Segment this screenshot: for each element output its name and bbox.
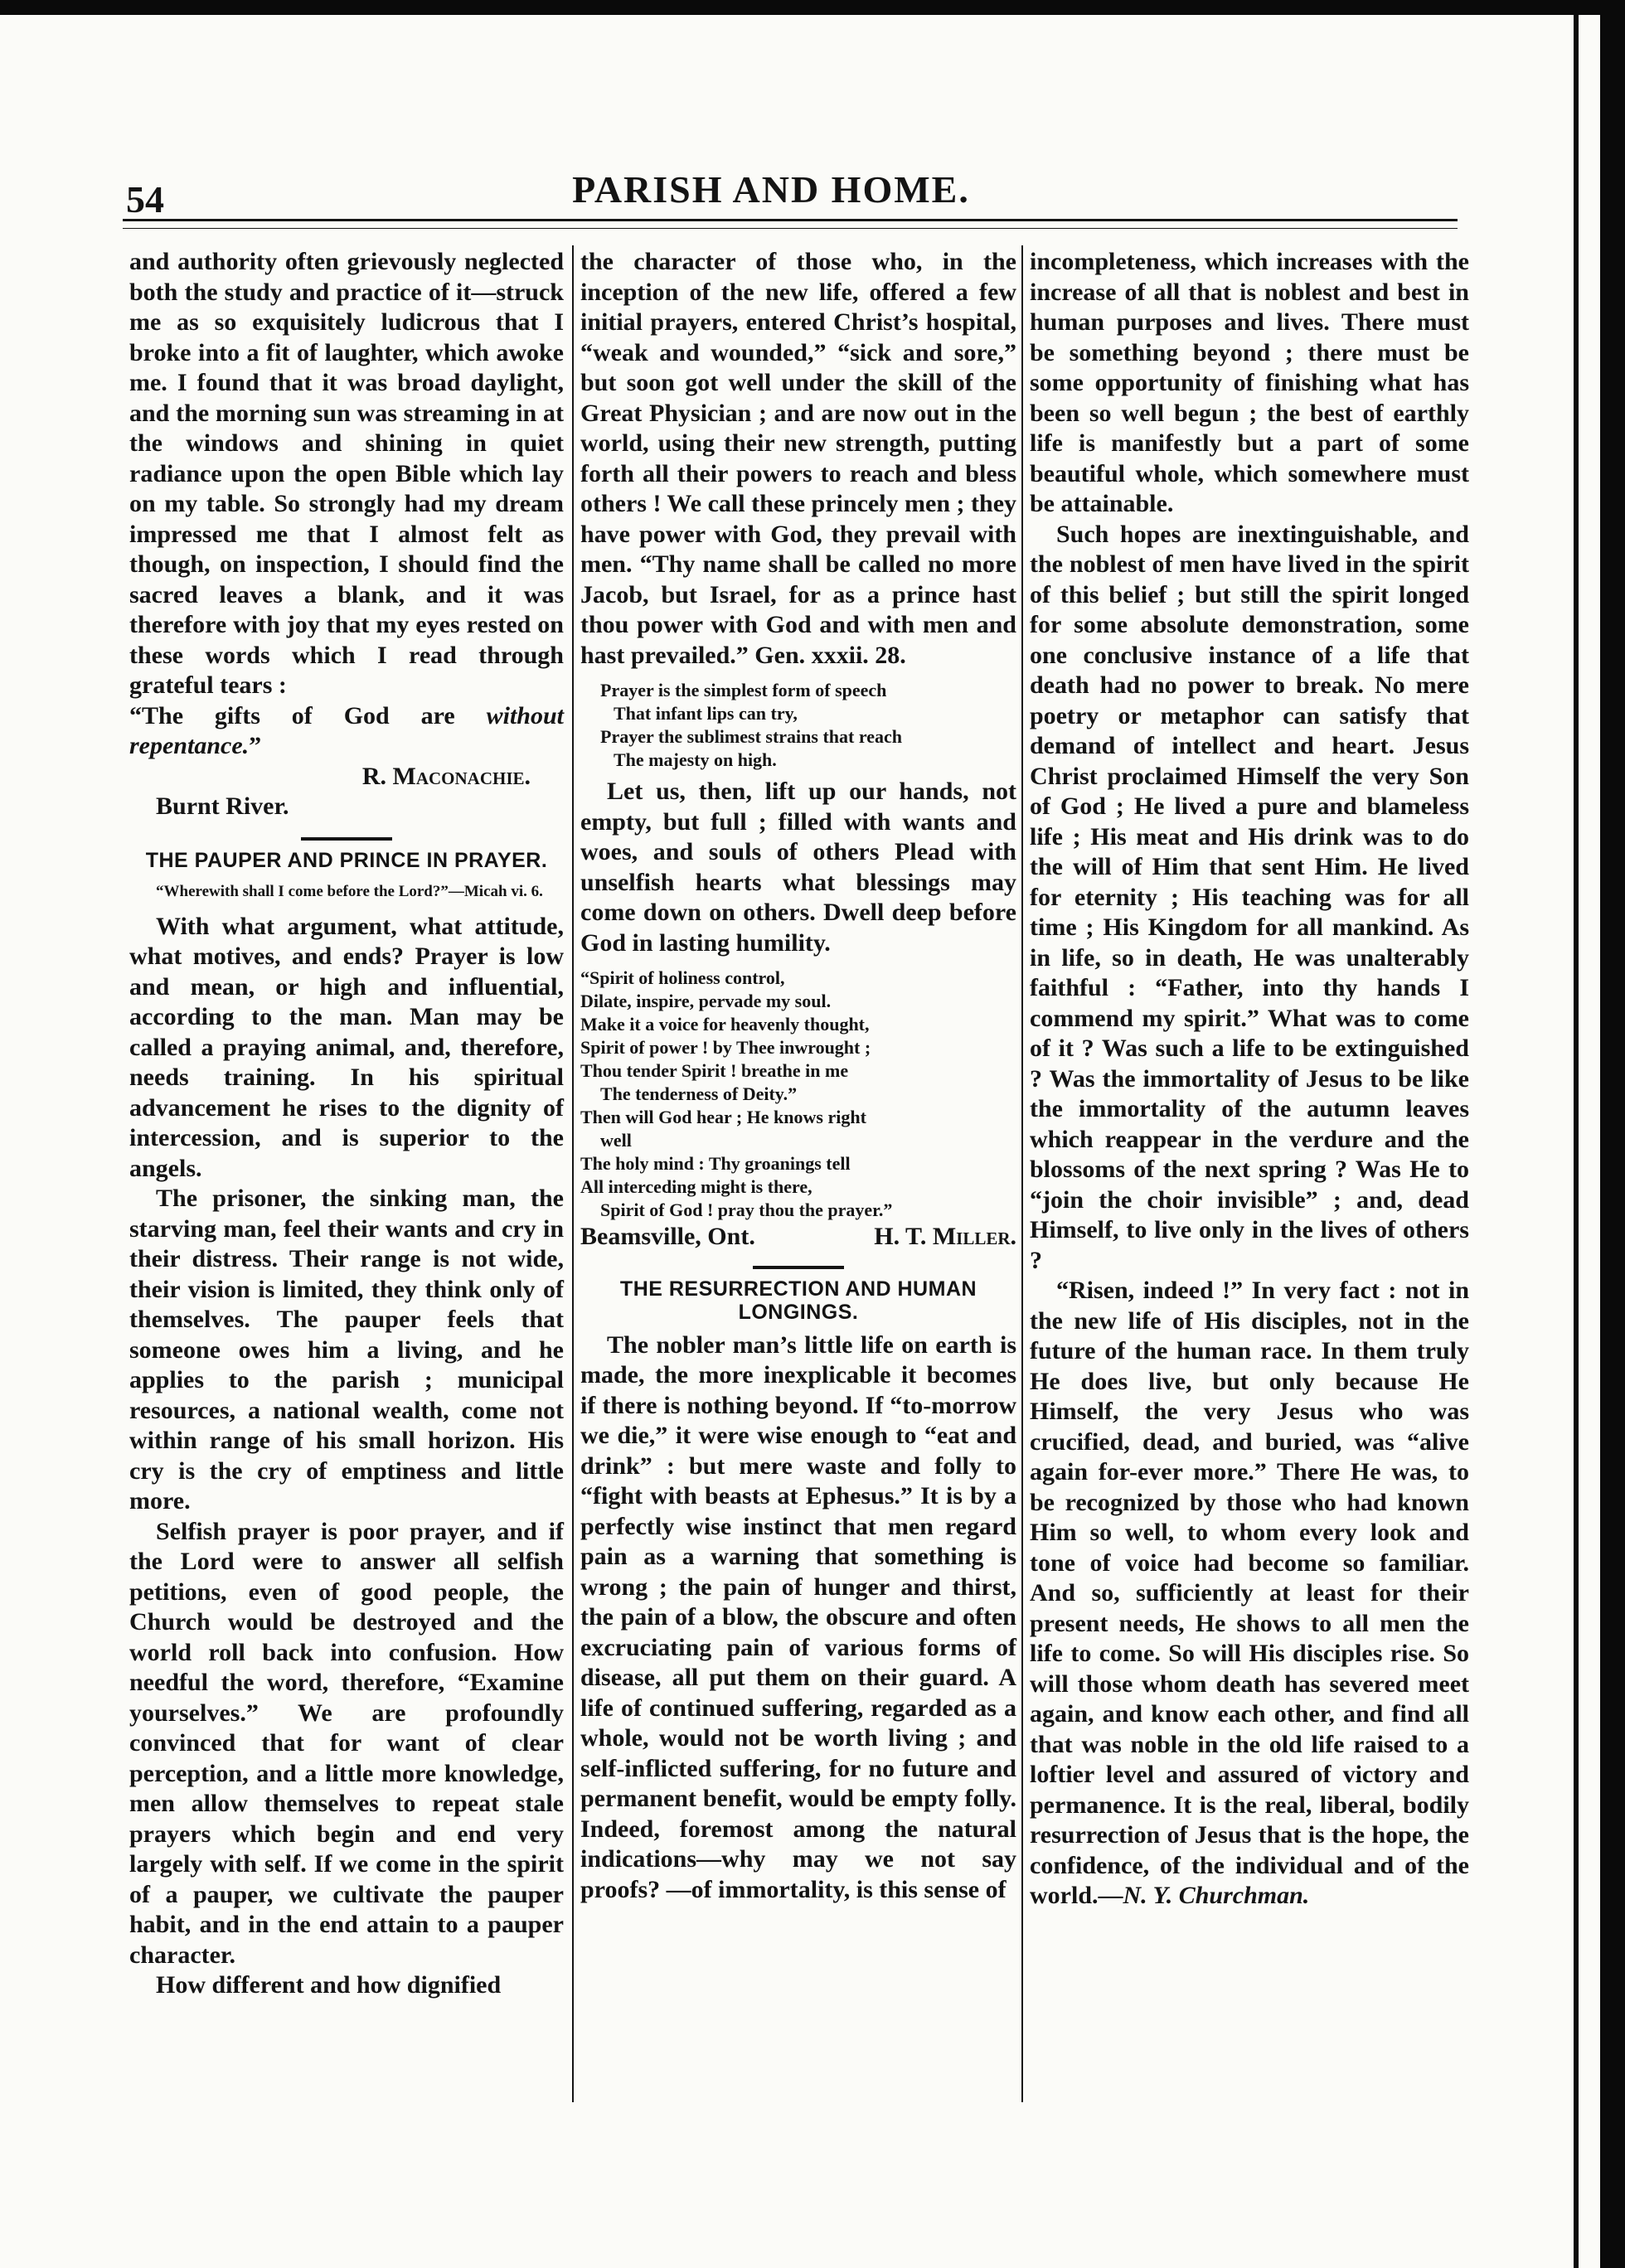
verse-line: All interceding might is there,: [580, 1176, 812, 1197]
paragraph: Such hopes are inextinguishable, and the noblest of men have lived in the spirit of this belief ; but still the spirit longed for some absolute demonstration, some one conclusive instance of a life that death had no power to break. No mere poetry or metaphor can satisfy that demand of intellect and heart. Jesus Christ proclaimed Himself the very Son of God ; He lived a pure and blameless life ; His meat and His drink was to do the will of Him that sent Him. He lived for eternity ; His teaching was for all time ; His Kingdom for all mankind. As in life, so in death, He was unalterably faithful : “Father, into thy hands I commend my spirit.” What was to come of it ? Was such a life to be extinguished ? Was the immortality of Jesus to be like the immortality of the autumn leaves which reappear in the verdure and the blossoms of the next spring ? Was He to “join the choir invisible” ; and, dead Himself, to live only in the lives of others ?: [1030, 520, 1469, 1274]
paragraph: The prisoner, the sinking man, the starving man, feel their wants and cry in their distress. Their range is not wide, their vision is limited, they think only of themselves. The pauper feels that someone owes him a living, and he applies to the parish ; municipal resources, a national wealth, come not within range of his small horizon. His cry is the cry of emptiness and little more.: [129, 1185, 564, 1514]
verse-line: Dilate, inspire, pervade my soul.: [580, 991, 832, 1011]
paragraph: [1030, 1276, 1469, 1912]
paragraph: The nobler man’s little life on earth is made, the more inexplicable it becomes if there is nothing beyond. If “to-morrow we die,” it were wise enough to “eat and drink” : but mere waste and folly to “fight with beasts at Ephesus.” It is by a perfectly wise instinct that men regard pain as a warning that something is wrong ; the pain of hunger and thirst, the pain of a blow, the obscure and often excruciating pain of various forms of disease, all put them on their guard. A life of continued suffering, regarded as a whole, would not be worth living ; and self-inflicted suffering, for no future and permanent benefit, would be empty folly. Indeed, foremost among the natural indications—why may we not say proofs? —of immortality, is this sense of: [580, 1330, 1016, 1903]
column-1: [129, 247, 564, 2001]
verse-line: Spirit of power ! by Thee inwrought ;: [580, 1037, 871, 1058]
author: H. T. Miller.: [874, 1223, 1016, 1250]
article-title: THE RESURRECTION AND HUMAN LONGINGS.: [619, 1277, 977, 1324]
verse-line: Prayer the sublimest strains that reach: [600, 726, 902, 747]
signature: [129, 762, 564, 792]
quote-text: “The gifts of God are: [129, 701, 487, 729]
quote-close: ”: [249, 732, 262, 759]
paragraph: How different and how dignified: [156, 1971, 502, 1999]
paragraph-text: “Risen, indeed !” In very fact : not in the new life of His disciples, not in the future of the human race. In them truly He does live, but only because He Himself, the very Jesus who was crucified, dead, and buried, was “alive again for-ever more.” There He was, to be recognized by those who had known Him so well, to whom every look and tone of voice had become so familiar. And so, sufficiently at least for their present needs, He shows to all men the life to come. So will His disciples rise. So will those whom death has severed meet again, and know each other, and find all that was noble in the old life raised to a loftier level and assured of victory and permanence. It is the real, liberal, bodily resurrection of Jesus that is the hope, the confidence, of the individual and of the world.—: [1030, 1277, 1469, 1909]
author: R. Maconachie.: [361, 762, 531, 790]
epigraph: “Wherewith shall I come before the Lord?”—Micah vi. 6.: [156, 882, 543, 900]
verse-line: Then will God hear ; He knows right: [580, 1107, 866, 1127]
paragraph: With what argument, what attitude, what motives, and ends? Prayer is low and mean, or high and influential, according to the man. Man may be called a praying animal, and, therefore, needs training. In his spiritual advancement he rises to the dignity of intercession, and is superior to the angels.: [129, 912, 564, 1182]
verse-line: The tenderness of Deity.”: [600, 1083, 798, 1104]
paragraph: the character of those who, in the inception of the new life, offered a few initial prayers, entered Christ’s hospital, “weak and wounded,” “sick and sore,” but soon got well under the skill of the Great Physician ; and are now out in the world, using their new strength, putting forth all their powers to reach and bless others ! We call these princely men ; they have power with God, they prevail with men. “Thy name shall be called no more Jacob, but Israel, for as a prince hast thou power with God and with men and hast prevailed.” Gen. xxxii. 28.: [580, 248, 1017, 669]
scan-binding-line: [1574, 0, 1579, 2268]
source: N. Y. Churchman.: [1123, 1882, 1310, 1909]
page-number: 54: [126, 178, 164, 220]
verse-line: The holy mind : Thy groanings tell: [580, 1153, 851, 1174]
scan-top-edge: [0, 0, 1625, 15]
quote: [129, 701, 564, 762]
header-rule: [123, 219, 1458, 229]
column-3: [1030, 247, 1469, 1912]
verse-line: Thou tender Spirit ! breathe in me: [580, 1060, 849, 1081]
verse-line: That infant lips can try,: [614, 703, 798, 724]
verse-line: Make it a voice for heavenly thought,: [580, 1014, 870, 1035]
place: [129, 792, 564, 822]
running-title: PARISH AND HOME.: [572, 168, 970, 211]
paragraph: and authority often grievously neglected both the study and practice of it—struck me as so exquisitely ludicrous that I broke into a fit of laughter, which awoke me. I found that it was broad daylight, and the morning sun was streaming in at the windows and shining in quiet radiance upon the open Bible which lay on my table. So strongly had my dream impressed me that I almost felt as though, on inspection, I should find the sacred leaves a blank, and it was therefore with joy that my eyes rested on these words which I read through grateful tears :: [129, 248, 564, 699]
paragraph: incompleteness, which increases with the increase of all that is noblest and best in human purposes and lives. There must be something beyond ; there must be some opportunity of finishing what has been so well begun ; the best of earthly life is manifestly but a part of some beautiful whole, which somewhere must be attainable.: [1030, 248, 1469, 517]
verse-line: Spirit of God ! pray thou the prayer.”: [600, 1199, 893, 1220]
paragraph: Let us, then, lift up our hands, not empty, but full ; filled with wants and woes, and souls of others Plead with unselfish hearts what blessings may come down on others. Dwell deep before God in lasting humility.: [580, 778, 1016, 957]
scan-right-edge: [1600, 0, 1625, 2268]
article-title: THE PAUPER AND PRINCE IN PRAYER.: [145, 848, 548, 872]
verse-line: Prayer is the simplest form of speech: [600, 680, 887, 700]
verse-line: The majesty on high.: [614, 749, 777, 770]
signature: [580, 1222, 1016, 1253]
column-rule: [572, 245, 574, 2102]
column-2: [580, 247, 1016, 1905]
place-text: Burnt River.: [156, 792, 289, 820]
paragraph: Selfish prayer is poor prayer, and if the Lord were to answer all selfish petitions, even of good people, the Church would be destroyed and the world roll back into confusion. How needful the word, therefore, “Examine yourselves.” We are profoundly convinced that for want of clear perception, and a little more knowledge, men allow themselves to repeat stale prayers which begin and end very largely with self. If we come in the spirit of a pauper, we cultivate the pauper habit, and in the end attain to a pauper character.: [129, 1517, 564, 1969]
verse-line: well: [600, 1130, 632, 1151]
column-rule: [1021, 245, 1023, 2102]
place-text: Beamsville, Ont.: [580, 1223, 755, 1250]
verse-line: “Spirit of holiness control,: [580, 967, 785, 988]
quote-italic: without repentance.: [129, 701, 564, 759]
